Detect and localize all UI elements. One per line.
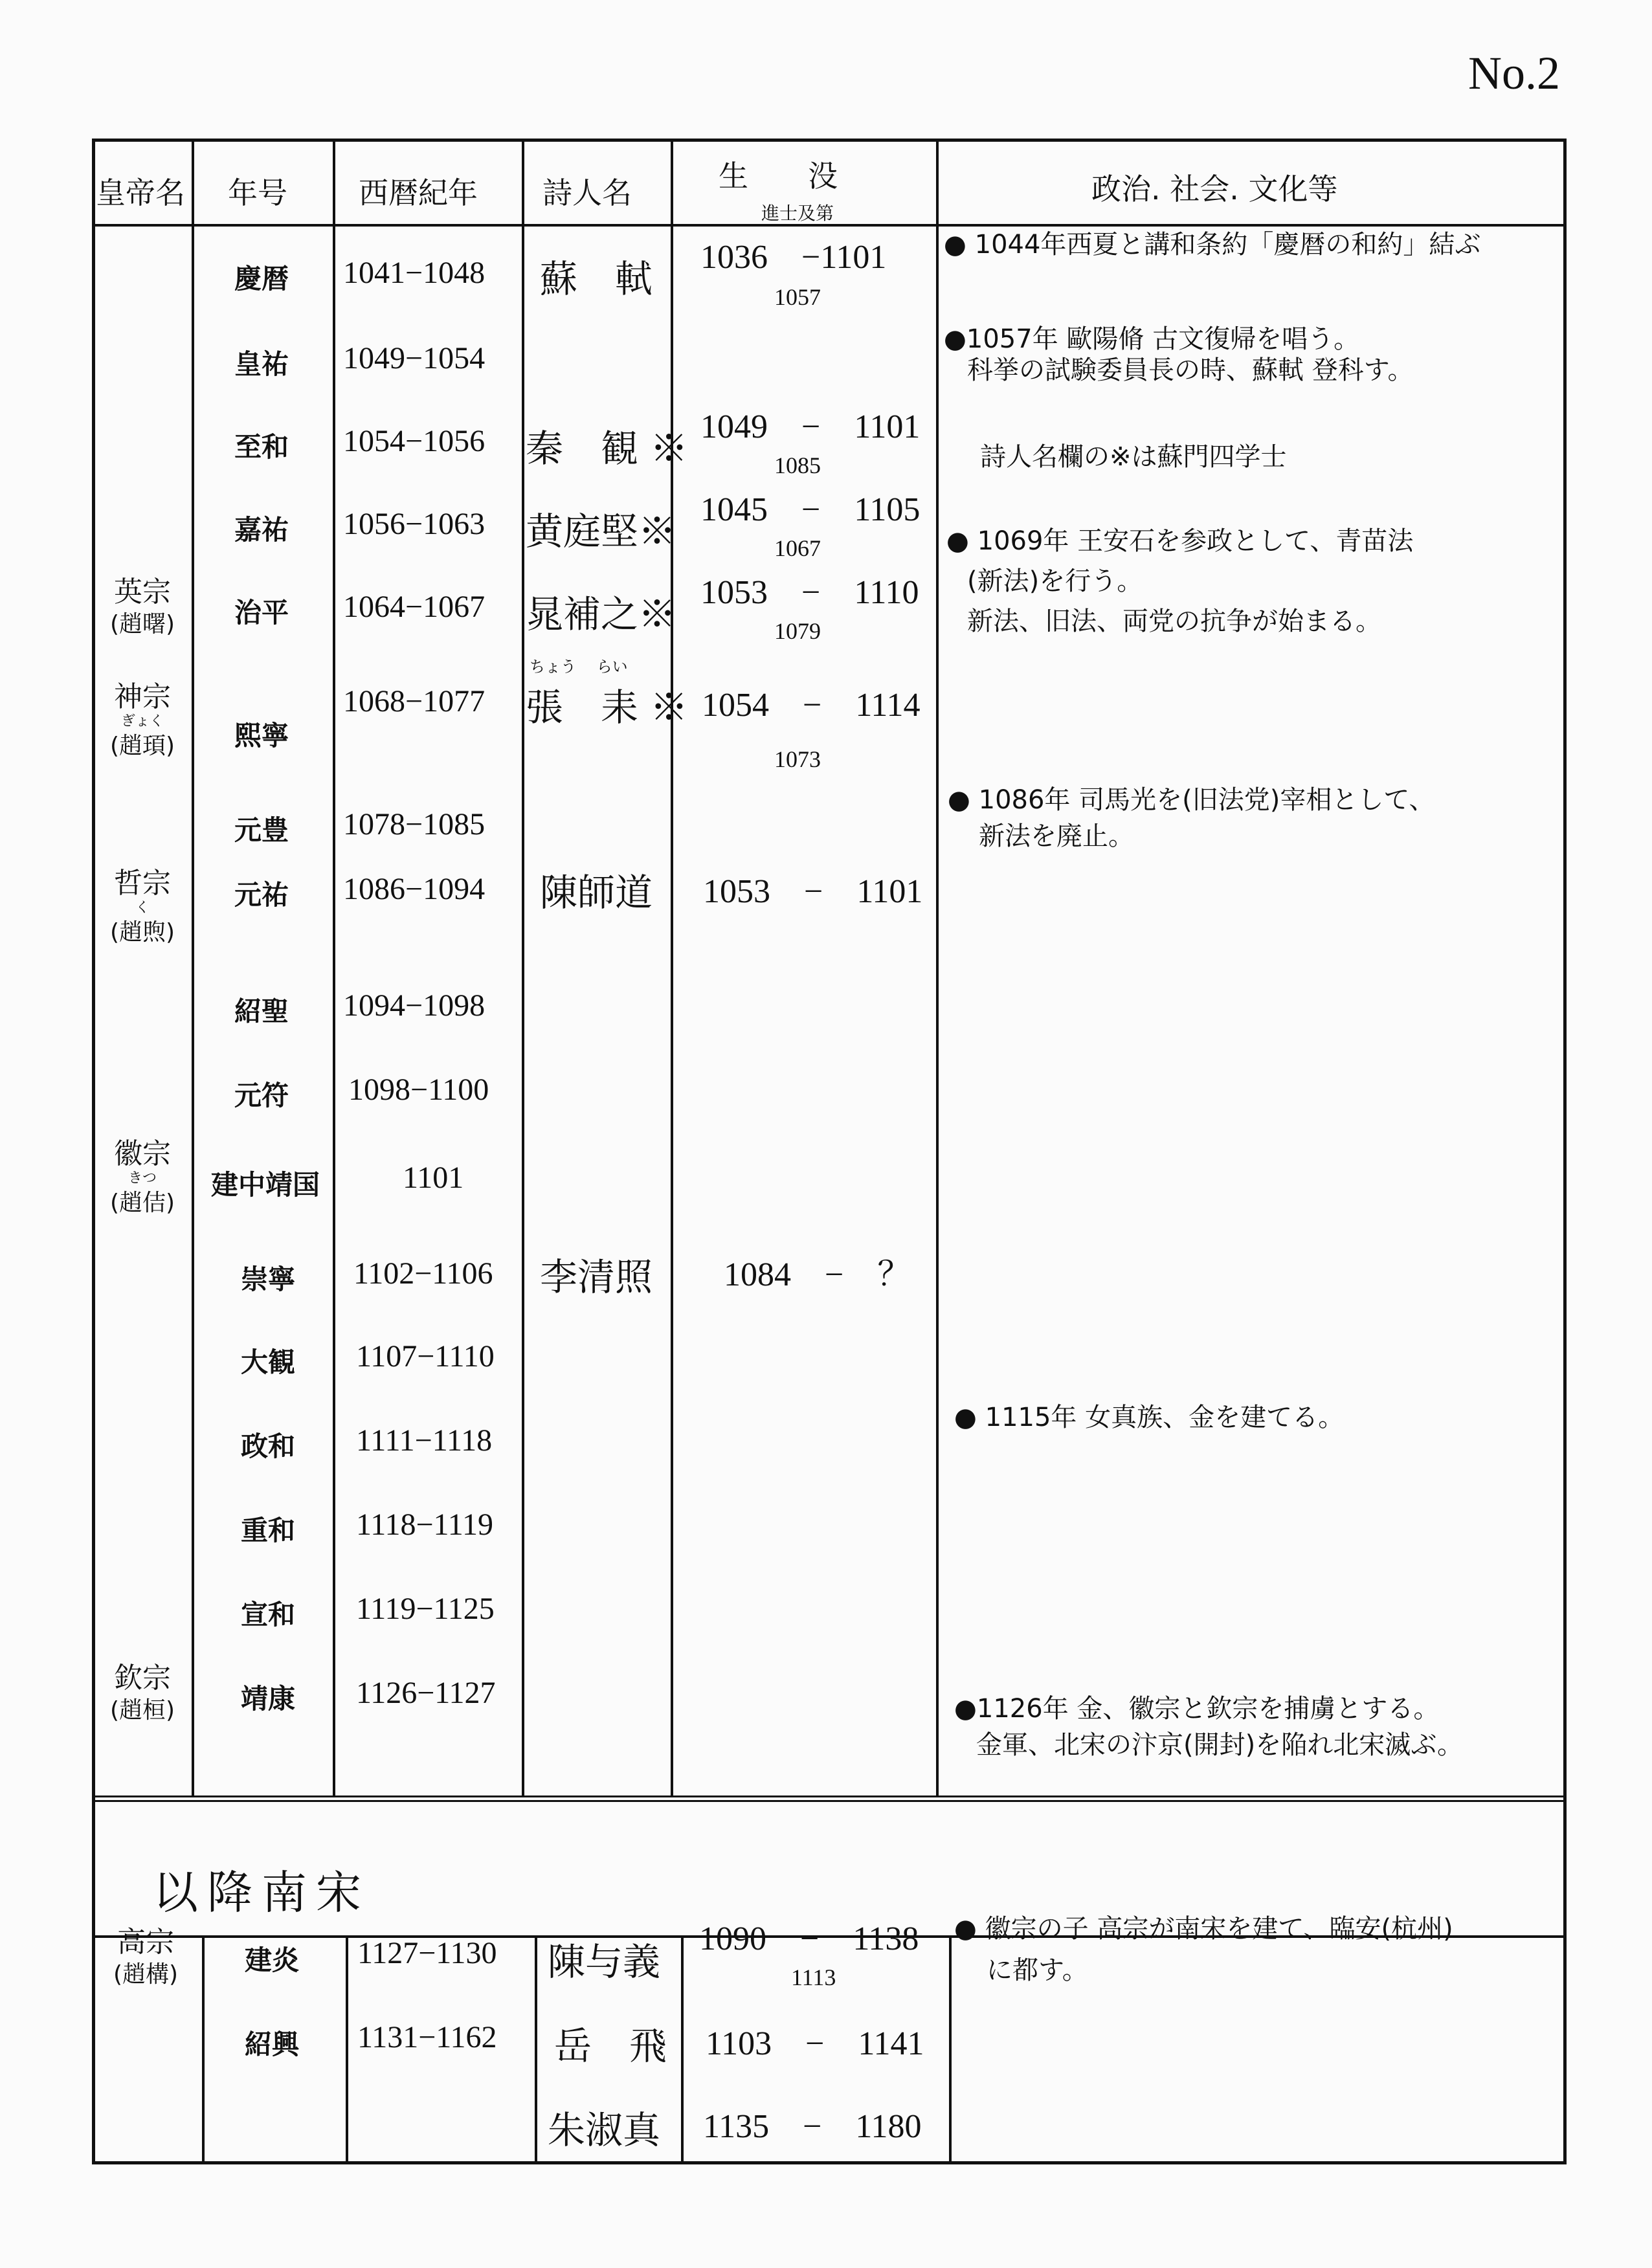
era-ad: 1078−1085 bbox=[343, 807, 486, 841]
poet-lifespan: 1045 − 1105 bbox=[700, 491, 921, 528]
emperor-personal-name: (趙曙) bbox=[109, 611, 175, 638]
era-name: 紹興 bbox=[245, 2029, 300, 2060]
poet-lifespan: 1036 −1101 bbox=[700, 239, 887, 276]
header-ad: 西暦紀年 bbox=[359, 175, 478, 210]
era-name: 崇寧 bbox=[241, 1263, 296, 1295]
poet-name: 朱淑真 bbox=[548, 2108, 661, 2152]
era-name: 建中靖国 bbox=[211, 1169, 320, 1201]
era-name: 元祐 bbox=[234, 879, 289, 911]
emperor-qinzong bbox=[97, 1662, 188, 1727]
era-ad: 1101 bbox=[403, 1161, 464, 1195]
poet-lifespan: 1135 − 1180 bbox=[703, 2108, 922, 2145]
era-name: 至和 bbox=[234, 431, 289, 463]
page-number: No.2 bbox=[1468, 47, 1560, 99]
north-song-end-rule bbox=[92, 1796, 1567, 1802]
poet-lifespan: 1084 − ？ bbox=[724, 1256, 911, 1293]
era-name: 宣和 bbox=[241, 1599, 296, 1630]
poet-name: 陳与義 bbox=[548, 1940, 661, 1984]
emperor-personal-name: (趙桓) bbox=[109, 1697, 175, 1724]
era-ad: 1127−1130 bbox=[357, 1936, 497, 1970]
poet-lifespan: 1054 − 1114 bbox=[702, 687, 921, 724]
emperor-name: 徽宗 bbox=[114, 1137, 171, 1170]
poet-lifespan: 1103 − 1141 bbox=[706, 2025, 924, 2062]
poet-name: 岳 飛 bbox=[554, 2024, 667, 2068]
era-name: 靖康 bbox=[241, 1683, 296, 1715]
poet-name: 秦 観 ※ bbox=[526, 427, 688, 471]
poet-ruby: ちょう らい bbox=[530, 658, 628, 676]
poet-name: 張 耒 ※ bbox=[526, 685, 688, 729]
note-line: 金軍、北宋の汴京(開封)を陥れ北宋滅ぶ。 bbox=[976, 1730, 1464, 1760]
note-line: ● 1115年 女真族、金を建てる。 bbox=[954, 1403, 1345, 1432]
era-ad: 1102−1106 bbox=[353, 1256, 493, 1291]
column-divider bbox=[192, 139, 194, 1796]
emperor-name: 哲宗 bbox=[114, 867, 171, 900]
note-line: (新法)を行う。 bbox=[967, 566, 1143, 596]
era-ad: 1107−1110 bbox=[356, 1339, 495, 1373]
era-ad: 1056−1063 bbox=[343, 507, 486, 541]
header-era: 年号 bbox=[228, 175, 287, 210]
column-divider bbox=[681, 1935, 684, 2163]
emperor-personal-name: (趙煦) bbox=[109, 919, 175, 946]
note-line: に都す。 bbox=[987, 1955, 1088, 1985]
note-line: ● 徽宗の子 高宗が南宋を建て、臨安(杭州) bbox=[954, 1914, 1453, 1944]
emperor-ruby: く bbox=[135, 900, 150, 916]
header-life: 生 没 bbox=[719, 159, 838, 194]
column-divider bbox=[936, 139, 939, 1796]
poet-lifespan: 1090 − 1138 bbox=[699, 1920, 919, 1957]
note-line: ● 1044年西夏と講和条約「慶暦の和約」結ぶ bbox=[944, 230, 1481, 260]
poet-lifespan: 1053 − 1101 bbox=[703, 873, 923, 910]
era-name: 皇祐 bbox=[234, 348, 289, 380]
column-divider bbox=[346, 1935, 348, 2163]
era-name: 建炎 bbox=[245, 1944, 300, 1976]
column-divider bbox=[522, 139, 524, 1796]
era-ad: 1068−1077 bbox=[343, 684, 486, 718]
emperor-gaozong bbox=[97, 1926, 194, 1991]
emperor-ruby: きつ bbox=[128, 1170, 157, 1186]
era-ad: 1098−1100 bbox=[348, 1073, 489, 1107]
emperor-shenzong bbox=[97, 681, 188, 762]
column-divider bbox=[535, 1935, 537, 2163]
era-ad: 1126−1127 bbox=[356, 1676, 496, 1710]
note-line: ●1057年 歐陽脩 古文復帰を唱う。 bbox=[944, 324, 1360, 354]
emperor-name: 英宗 bbox=[114, 575, 171, 608]
era-name: 元符 bbox=[234, 1080, 289, 1111]
era-name: 元豊 bbox=[234, 814, 289, 846]
poet-name: 晁補之※ bbox=[526, 592, 676, 636]
era-name: 慶暦 bbox=[234, 263, 289, 295]
emperor-name: 高宗 bbox=[117, 1926, 174, 1959]
era-ad: 1054−1056 bbox=[343, 424, 486, 458]
era-ad: 1111−1118 bbox=[356, 1423, 493, 1458]
era-ad: 1041−1048 bbox=[343, 256, 486, 290]
poet-jinshi-year: 1067 bbox=[774, 535, 821, 561]
column-divider bbox=[202, 1935, 205, 2163]
poet-name: 蘇 軾 bbox=[540, 257, 653, 301]
emperor-huizong bbox=[97, 1138, 188, 1219]
era-ad: 1064−1067 bbox=[343, 590, 486, 624]
era-ad: 1049−1054 bbox=[343, 341, 486, 375]
emperor-name: 神宗 bbox=[114, 680, 171, 713]
column-divider bbox=[333, 139, 335, 1796]
era-name: 嘉祐 bbox=[234, 514, 289, 546]
note-line: 新法、旧法、両党の抗争が始まる。 bbox=[967, 606, 1381, 636]
era-ad: 1094−1098 bbox=[343, 988, 486, 1023]
era-name: 熙寧 bbox=[234, 720, 289, 751]
emperor-name: 欽宗 bbox=[114, 1662, 171, 1695]
note-line: ● 1086年 司馬光を(旧法党)宰相として、 bbox=[948, 785, 1435, 815]
note-line: 詩人名欄の※は蘇門四学士 bbox=[980, 442, 1287, 472]
emperor-personal-name: (趙頊) bbox=[109, 733, 175, 759]
era-name: 大観 bbox=[241, 1346, 296, 1378]
poet-name: 黄庭堅※ bbox=[526, 509, 676, 553]
header-poet: 詩人名 bbox=[542, 175, 632, 210]
note-line: 科挙の試験委員長の時、蘇軾 登科す。 bbox=[967, 355, 1414, 385]
era-name: 治平 bbox=[234, 597, 289, 628]
note-line: 新法を廃止。 bbox=[979, 821, 1134, 851]
poet-jinshi-year: 1113 bbox=[791, 1964, 836, 1990]
era-name: 重和 bbox=[241, 1515, 296, 1546]
header-politics: 政治. 社会. 文化等 bbox=[1091, 172, 1338, 206]
era-name: 政和 bbox=[241, 1430, 296, 1462]
era-ad: 1131−1162 bbox=[357, 2020, 497, 2054]
era-ad: 1086−1094 bbox=[343, 872, 486, 906]
header-jinshi: 進士及第 bbox=[761, 203, 834, 224]
era-ad: 1119−1125 bbox=[356, 1592, 495, 1626]
era-ad: 1118−1119 bbox=[356, 1507, 493, 1542]
emperor-zhezong bbox=[97, 867, 188, 949]
poet-lifespan: 1049 − 1101 bbox=[700, 408, 921, 445]
note-line: ●1126年 金、徽宗と欽宗を捕虜とする。 bbox=[954, 1694, 1440, 1724]
emperor-personal-name: (趙構) bbox=[113, 1961, 179, 1988]
emperor-yingzong bbox=[97, 576, 188, 641]
poet-jinshi-year: 1057 bbox=[774, 284, 821, 310]
poet-name: 李清照 bbox=[540, 1255, 653, 1299]
poet-jinshi-year: 1079 bbox=[774, 618, 821, 644]
poet-lifespan: 1053 − 1110 bbox=[700, 574, 919, 611]
emperor-ruby: ぎょく bbox=[120, 713, 164, 729]
emperor-personal-name: (趙佶) bbox=[109, 1190, 175, 1216]
note-line: ● 1069年 王安石を参政として、青苗法 bbox=[946, 526, 1414, 556]
south-song-heading: 以降南宋 bbox=[153, 1866, 370, 1919]
column-divider bbox=[949, 1935, 952, 2163]
era-name: 紹聖 bbox=[234, 995, 289, 1027]
poet-jinshi-year: 1073 bbox=[774, 746, 821, 772]
poet-jinshi-year: 1085 bbox=[774, 452, 821, 478]
poet-name: 陳師道 bbox=[540, 871, 653, 915]
header-emperor: 皇帝名 bbox=[96, 175, 185, 210]
column-divider bbox=[671, 139, 673, 1796]
